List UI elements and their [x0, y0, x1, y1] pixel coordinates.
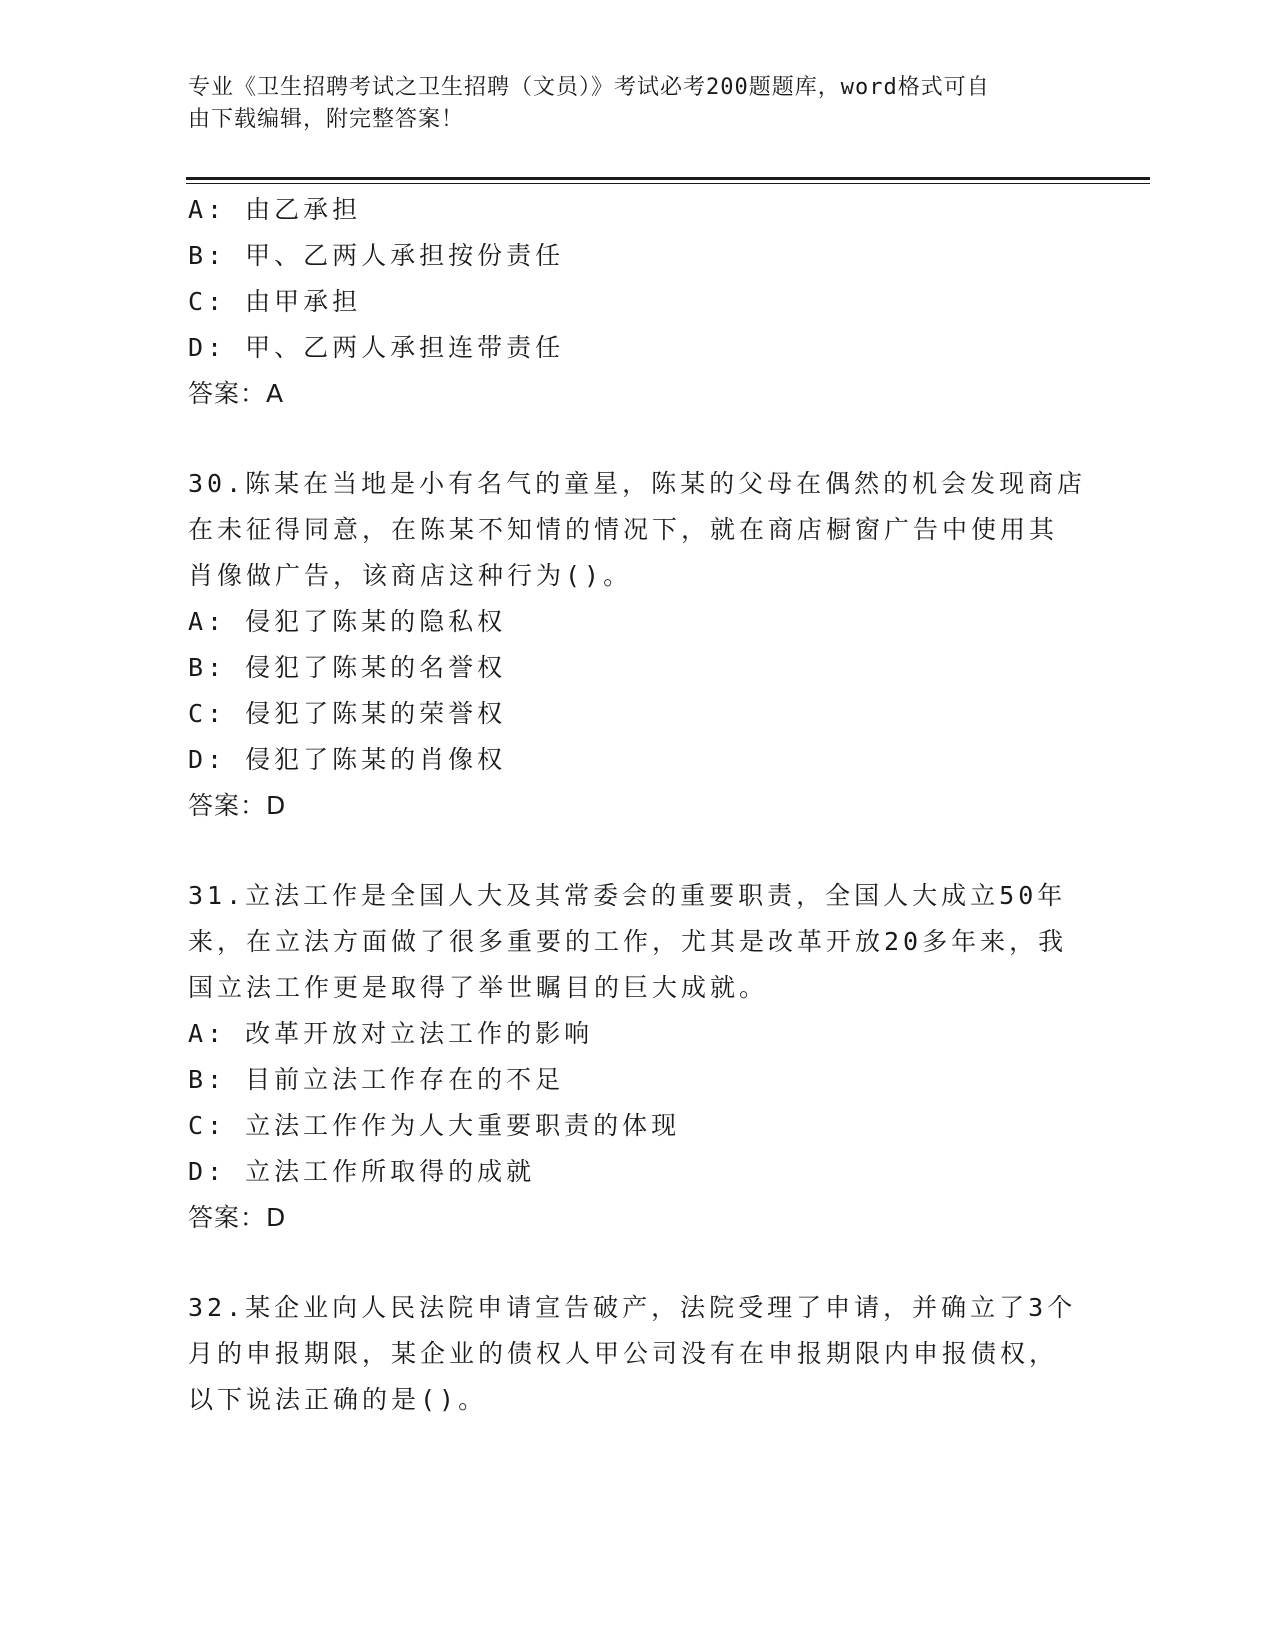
question-32: [188, 1285, 1088, 1423]
option-b: B: 甲、乙两人承担按份责任: [188, 241, 565, 270]
question-stem-line: 月的申报期限，某企业的债权人甲公司没有在申报期限内申报债权，: [188, 1339, 1059, 1368]
header-line-1: 专业《卫生招聘考试之卫生招聘（文员）》考试必考200题题库，word格式可自: [188, 75, 990, 100]
question-stem-line: 在未征得同意，在陈某不知情的情况下，就在商店橱窗广告中使用其: [188, 515, 1059, 544]
question-stem-line: 肖像做广告，该商店这种行为()。: [188, 561, 633, 590]
question-stem-line: 30.陈某在当地是小有名气的童星，陈某的父母在偶然的机会发现商店: [188, 469, 1087, 498]
option-a: A: 由乙承担: [188, 195, 362, 224]
header-line-2: 由下载编辑，附完整答案！: [188, 107, 465, 132]
option-d: D: 侵犯了陈某的肖像权: [188, 745, 507, 774]
answer: 答案：D: [188, 791, 287, 820]
document-body: [188, 187, 1088, 1423]
option-a: A: 侵犯了陈某的隐私权: [188, 607, 507, 636]
question-stem-line: 来，在立法方面做了很多重要的工作，尤其是改革开放20多年来，我: [188, 927, 1068, 956]
option-a: A: 改革开放对立法工作的影响: [188, 1019, 594, 1048]
header-divider-thin: [186, 183, 1150, 184]
question-stem-line: 32.某企业向人民法院申请宣告破产，法院受理了申请，并确立了3个: [188, 1293, 1077, 1322]
question-30: [188, 461, 1088, 829]
question-stem-line: 31.立法工作是全国人大及其常委会的重要职责，全国人大成立50年: [188, 881, 1067, 910]
question-stem-line: 以下说法正确的是()。: [188, 1385, 488, 1414]
option-c: C: 立法工作作为人大重要职责的体现: [188, 1111, 681, 1140]
option-d: D: 立法工作所取得的成就: [188, 1157, 536, 1186]
document-header: [188, 72, 1068, 136]
option-b: B: 目前立法工作存在的不足: [188, 1065, 565, 1094]
option-d: D: 甲、乙两人承担连带责任: [188, 333, 565, 362]
question-29: [188, 187, 1088, 417]
answer: 答案：D: [188, 1203, 287, 1232]
answer: 答案：A: [188, 379, 285, 408]
question-31: [188, 873, 1088, 1241]
option-b: B: 侵犯了陈某的名誉权: [188, 653, 507, 682]
header-divider-thick: [186, 177, 1150, 180]
option-c: C: 由甲承担: [188, 287, 362, 316]
option-c: C: 侵犯了陈某的荣誉权: [188, 699, 507, 728]
question-stem-line: 国立法工作更是取得了举世瞩目的巨大成就。: [188, 973, 769, 1002]
